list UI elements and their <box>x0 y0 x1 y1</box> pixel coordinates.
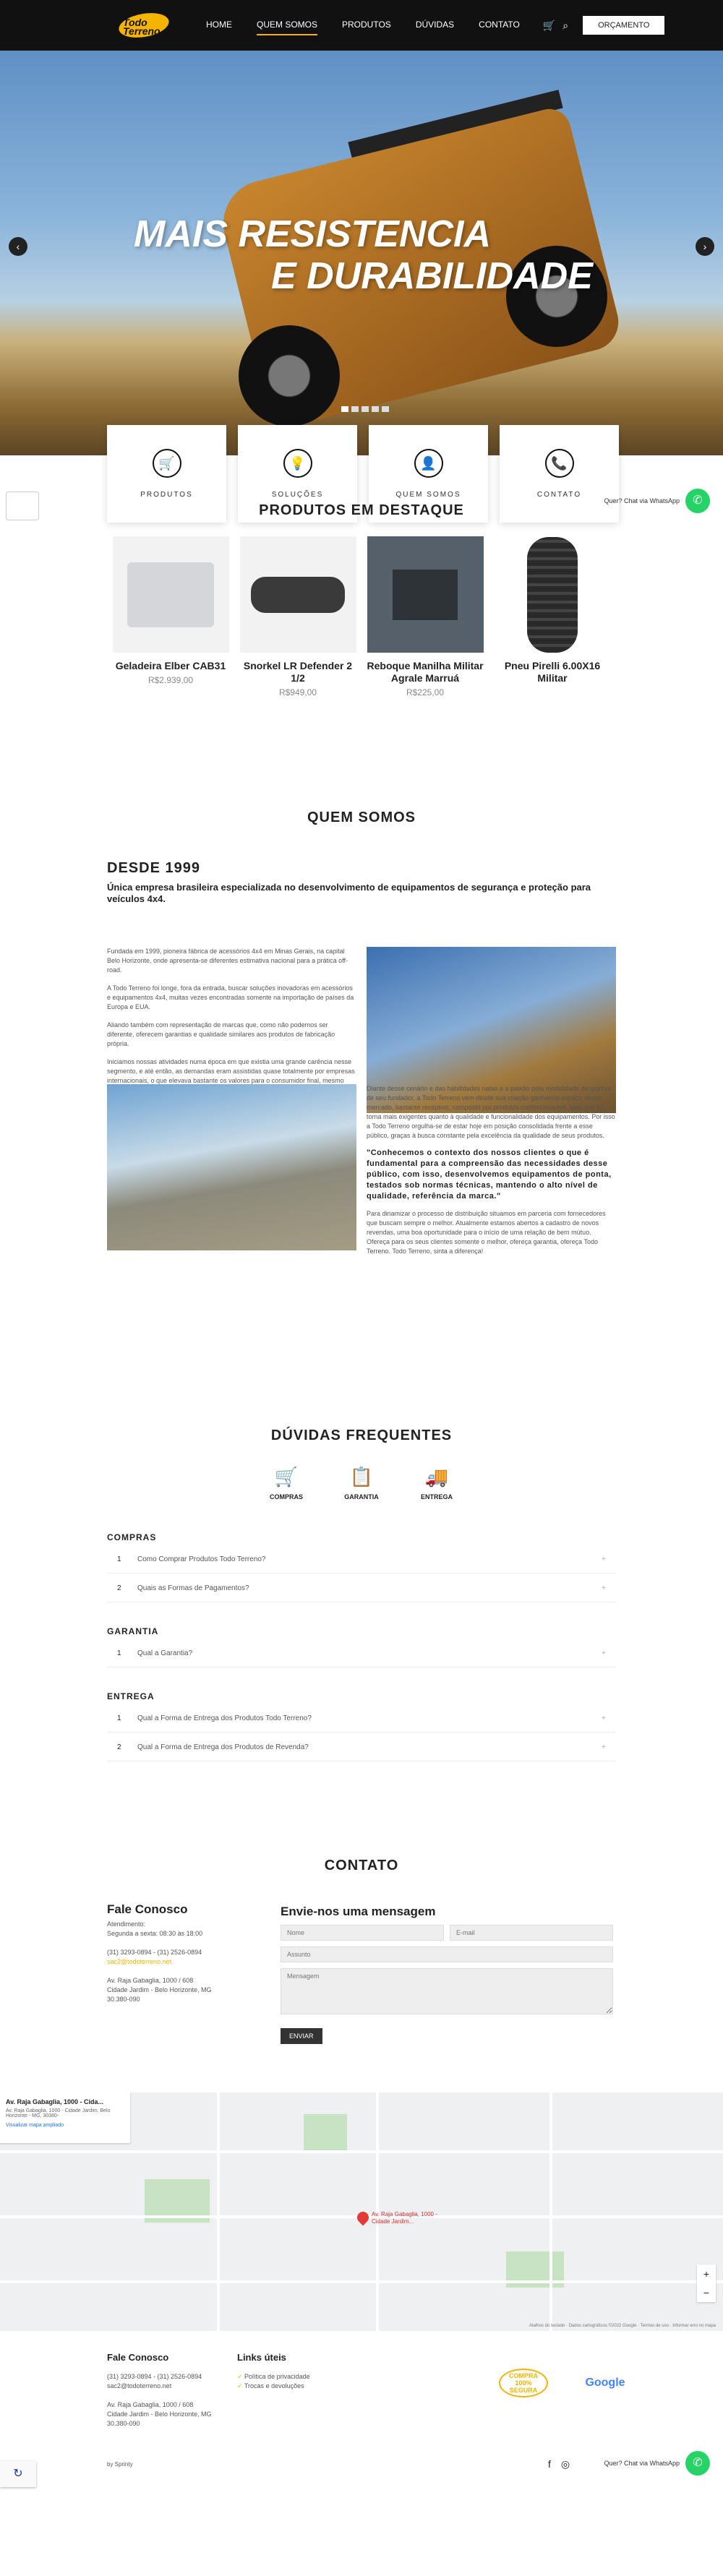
contact-info-title: Fale Conosco <box>107 1902 188 1916</box>
send-button[interactable]: ENVIAR <box>281 2028 322 2044</box>
address-line: Av. Raja Gabaglia, 1000 / 608 <box>107 1977 194 1984</box>
slider-dot[interactable] <box>372 406 379 412</box>
whatsapp-icon[interactable]: ✆ <box>685 489 710 513</box>
faq-text: Qual a Forma de Entrega dos Produtos Todo Terreno? <box>137 1714 312 1722</box>
about-heading: DESDE 1999 <box>107 860 200 876</box>
product-price: R$225,00 <box>406 687 445 697</box>
nav-duvidas[interactable]: DÚVIDAS <box>415 20 455 30</box>
slider-dots <box>341 406 389 412</box>
map-road <box>217 2092 220 2331</box>
faq-text: Quais as Formas de Pagamentos? <box>137 1584 249 1592</box>
address-line: Cidade Jardim - Belo Horizonte, MG <box>107 1986 212 1993</box>
footer-contact-title: Fale Conosco <box>107 2352 169 2363</box>
faq-tabs <box>0 1466 723 1500</box>
document-icon: 📋 <box>349 1466 374 1487</box>
whatsapp-label: Quer? Chat via WhatsApp <box>604 2460 680 2467</box>
map-road <box>549 2092 552 2331</box>
contact-section <box>0 1832 723 2092</box>
form-title: Envie-nos uma mensagem <box>281 1905 436 1918</box>
email-input[interactable] <box>450 1925 613 1941</box>
footer-links <box>237 2353 310 2391</box>
product-card[interactable] <box>240 536 356 697</box>
about-paragraph: Para dinamizar o processo de distribuição situamos em parceria com fornecedores que buscam sempre o melhor. Atualmente estamos abertos a cadastro de novos revendas, uma boa oportunidade para o início de uma relação de bem mútuo. Ofereça para os seus clientes somente o melhor, ofereça garantia, ofereça Todo Terreno. Todo Terreno, sinta a diferença! <box>367 1210 606 1255</box>
product-image[interactable] <box>495 536 611 653</box>
section-title: DÚVIDAS FREQUENTES <box>270 1427 453 1443</box>
whatsapp-label: Quer? Chat via WhatsApp <box>604 497 680 505</box>
faq-question[interactable] <box>107 1705 616 1733</box>
quote-button[interactable]: ORÇAMENTO <box>583 16 664 35</box>
nav-quem-somos[interactable]: QUEM SOMOS <box>257 15 317 35</box>
whatsapp-icon[interactable]: ✆ <box>685 2451 710 2476</box>
slider-prev-button[interactable]: ‹ <box>9 237 27 256</box>
slider-dot[interactable] <box>341 406 348 412</box>
map-road <box>0 2150 723 2153</box>
map-card-address: Av. Raja Gabaglia, 1000 - Cidade Jardim, Belo Horizonte - MG, 30380- <box>6 2108 111 2118</box>
site-header <box>0 0 723 51</box>
privacy-link[interactable]: ✓ Política de privacidade <box>237 2373 310 2380</box>
footer-address: Av. Raja Gabaglia, 1000 / 608 <box>107 2401 194 2408</box>
about-section <box>0 766 723 1377</box>
about-paragraph: Aliando também com representação de marcas que, como não podemos ser diferente, oferecem garantias e qualidade similares aos produtos de fabricação própria. <box>107 1021 335 1047</box>
logo-text: Todo Terreno <box>123 17 161 37</box>
cart-icon[interactable]: 🛒 <box>542 19 556 31</box>
footer-links-title: Links úteis <box>237 2352 286 2363</box>
google-seal: Google <box>585 2377 625 2389</box>
message-textarea[interactable] <box>281 1968 613 2014</box>
about-image-jeep <box>107 1084 356 1250</box>
section-title: QUEM SOMOS <box>307 810 416 825</box>
about-paragraph: A Todo Terreno foi longe, fora da entrada, buscar soluções inovadoras em acessórios e equipamentos 4x4, muitas vezes encontradas somente na importação de países da Europa e EUA. <box>107 984 354 1010</box>
card-label: PRODUTOS <box>140 491 193 499</box>
faq-text: Qual a Forma de Entrega dos Produtos de Revenda? <box>137 1743 309 1751</box>
nav-home[interactable]: HOME <box>206 20 232 30</box>
main-nav <box>206 15 520 35</box>
faq-tab-label: COMPRAS <box>269 1493 303 1500</box>
embedded-map[interactable] <box>0 2092 723 2331</box>
faq-tab-garantia[interactable] <box>340 1466 383 1500</box>
header-icons <box>543 20 568 32</box>
faq-category-entrega: ENTREGA <box>107 1691 155 1701</box>
map-info-card <box>0 2092 130 2143</box>
faq-question[interactable] <box>107 1734 616 1761</box>
name-input[interactable] <box>281 1925 444 1941</box>
map-card-title: Av. Raja Gabaglia, 1000 - Cida... <box>6 2098 104 2105</box>
about-quote: "Conhecemos o contexto dos nossos clientes o que é fundamental para a compreensão das necessidades desse público, com isso, desenvolvemos equipamentos de ponta, testados sob normas técnicas, mantendo o alto nível de qualidade, referência da marca." <box>367 1149 612 1201</box>
recaptcha-icon: ↻ <box>0 2461 36 2487</box>
slider-dot[interactable] <box>362 406 369 412</box>
cep: 30.380-090 <box>107 1996 140 2003</box>
plus-icon[interactable]: + <box>602 1555 606 1563</box>
hero-title-line1: MAIS RESISTENCIA <box>134 213 492 255</box>
instagram-icon[interactable]: ◎ <box>560 2458 570 2470</box>
map-pin-icon[interactable] <box>355 2210 372 2226</box>
product-card[interactable] <box>367 536 484 697</box>
facebook-icon[interactable]: f <box>548 2458 551 2470</box>
map-enlarge-link[interactable]: Visualizar mapa ampliado <box>6 2123 64 2128</box>
faq-num: 1 <box>117 1555 121 1563</box>
product-name[interactable]: Geladeira Elber CAB31 <box>115 660 226 671</box>
product-name[interactable]: Snorkel LR Defender 2 1/2 <box>243 660 353 684</box>
cart-icon: 🛒 <box>153 449 181 478</box>
product-image[interactable] <box>367 536 484 653</box>
faq-section <box>0 1377 723 1832</box>
map-pin-label: Av. Raja Gabaglia, 1000 - Cidade Jardim... <box>372 2211 437 2225</box>
faq-tab-compras[interactable] <box>265 1466 308 1500</box>
social-links <box>548 2458 570 2470</box>
product-image[interactable] <box>240 536 356 653</box>
hero-wheel <box>239 325 340 426</box>
product-name[interactable]: Reboque Manilha Militar Agrale Marruá <box>367 660 484 684</box>
footer-phones: (31) 3293-0894 - (31) 2526-0894 <box>107 2373 202 2380</box>
search-icon[interactable]: ⌕ <box>562 19 569 31</box>
about-paragraph: Fundada em 1999, pioneira fábrica de acessórios 4x4 em Minas Gerais, na capital Belo Horizonte, onde apresenta-se diferentes estimativa nacional para a prática off-road. <box>107 948 348 974</box>
footer-contact <box>107 2353 212 2429</box>
returns-link[interactable]: ✓ Trocas e devoluções <box>237 2382 304 2390</box>
map-zoom-controls[interactable]: + − <box>697 2264 716 2302</box>
faq-question[interactable] <box>107 1546 616 1573</box>
faq-category-garantia: GARANTIA <box>107 1626 159 1636</box>
map-footer: Atalhos do teclado · Dados cartográficos ©2022 Google · Termos de uso · Informar erro no mapa <box>529 2324 716 2328</box>
product-card[interactable] <box>113 536 229 697</box>
plus-icon[interactable]: + <box>602 1584 606 1592</box>
subject-input[interactable] <box>281 1946 613 1962</box>
phone-icon: 📞 <box>545 449 574 478</box>
map-park <box>304 2114 347 2150</box>
product-image[interactable] <box>113 536 229 653</box>
about-text-2 <box>367 1084 616 1256</box>
user-icon: 👤 <box>414 449 443 478</box>
product-name[interactable]: Pneu Pirelli 6.00X16 Militar <box>504 660 601 684</box>
email-link[interactable]: sac2@todoterreno.net <box>107 1958 172 1965</box>
faq-tab-label: ENTREGA <box>420 1493 453 1500</box>
card-label: SOLUÇÕES <box>271 491 324 499</box>
faq-tab-label: GARANTIA <box>344 1493 379 1500</box>
whatsapp-chat[interactable] <box>604 2451 710 2476</box>
plus-icon[interactable]: + <box>602 1649 606 1657</box>
nav-produtos[interactable]: PRODUTOS <box>342 20 391 30</box>
about-paragraph: Diante desse cenário e das habilidades natas e a paixão pela modalidade desportiva de seu fundador, a Todo Terreno vem desde sua criação ganhando espaço nesse mercado, bastante receptivo, composto por produtos confeccionados, falar que os torna mais exigentes quanto à qualidade e funcionalidade dos equipamentos. Por isso a Todo Terreno orgulha-se de estar hoje em posição consolidada frente a esse público, graças à busca constante pela excelência da qualidade de seus produtos. <box>367 1085 615 1139</box>
site-footer <box>0 2331 723 2487</box>
floating-box[interactable] <box>6 491 39 520</box>
faq-num: 2 <box>117 1584 121 1592</box>
card-label: CONTATO <box>536 491 582 499</box>
secure-purchase-seal: COMPRA 100% SEGURA <box>499 2369 548 2397</box>
slider-dot[interactable] <box>351 406 359 412</box>
plus-icon[interactable]: + <box>602 1743 606 1751</box>
plus-icon[interactable]: + <box>602 1714 606 1722</box>
hours: Segunda a sexta: 08:30 às 18:00 <box>107 1930 203 1937</box>
slider-dot[interactable] <box>382 406 389 412</box>
about-subheading: Única empresa brasileira especializada no desenvolvimento de equipamentos de segurança e proteção para veículos 4x4. <box>107 882 591 904</box>
slider-next-button[interactable]: › <box>696 237 714 256</box>
faq-question[interactable] <box>107 1575 616 1602</box>
whatsapp-chat[interactable] <box>604 489 710 513</box>
faq-num: 1 <box>117 1649 121 1657</box>
footer-email-link[interactable]: sac2@todoterreno.net <box>107 2382 172 2390</box>
faq-num: 1 <box>117 1714 121 1722</box>
product-price: R$2.939,00 <box>147 675 194 685</box>
footer-address: Cidade Jardim - Belo Horizonte, MG <box>107 2410 212 2418</box>
footer-cep: 30.380-090 <box>107 2420 140 2427</box>
faq-num: 2 <box>117 1743 121 1751</box>
faq-tab-entrega[interactable] <box>415 1466 458 1500</box>
truck-icon: 🚚 <box>424 1466 449 1487</box>
cart-icon: 🛒 <box>274 1466 299 1487</box>
featured-products <box>0 455 723 766</box>
product-list <box>0 536 723 697</box>
hero-slider <box>0 51 723 455</box>
section-title: PRODUTOS EM DESTAQUE <box>259 502 464 518</box>
about-paragraph: Iniciamos nossas atividades numa época em que existia uma grande carência nesse segmento, e até então, as demandas eram assistidas quase totalmente por empresas internacionais, o que elevava bastante os valores para o consumidor final, mesmo <box>107 1058 355 1084</box>
hero-title-line2: E DURABILIDADE <box>271 255 593 297</box>
logo[interactable] <box>116 11 174 40</box>
faq-question[interactable] <box>107 1640 616 1667</box>
faq-text: Como Comprar Produtos Todo Terreno? <box>137 1555 266 1563</box>
form-row <box>281 1925 613 1941</box>
product-card[interactable] <box>495 536 611 697</box>
map-road <box>0 2280 723 2283</box>
lightbulb-icon: 💡 <box>283 449 312 478</box>
phones: (31) 3293-0894 - (31) 2526-0894 <box>107 1949 202 1956</box>
section-title: CONTATO <box>324 1858 399 1873</box>
card-label: QUEM SOMOS <box>395 491 461 499</box>
contact-form <box>281 1905 613 2044</box>
hero-title <box>134 213 593 297</box>
product-price: R$949,00 <box>278 687 317 697</box>
contact-info <box>107 1902 252 2004</box>
faq-category-compras: COMPRAS <box>107 1532 157 1542</box>
byline[interactable]: by Sprinty <box>107 2461 133 2468</box>
nav-contato[interactable]: CONTATO <box>479 20 520 30</box>
faq-text: Qual a Garantia? <box>137 1649 193 1657</box>
hours-label: Atendimento: <box>107 1920 146 1928</box>
